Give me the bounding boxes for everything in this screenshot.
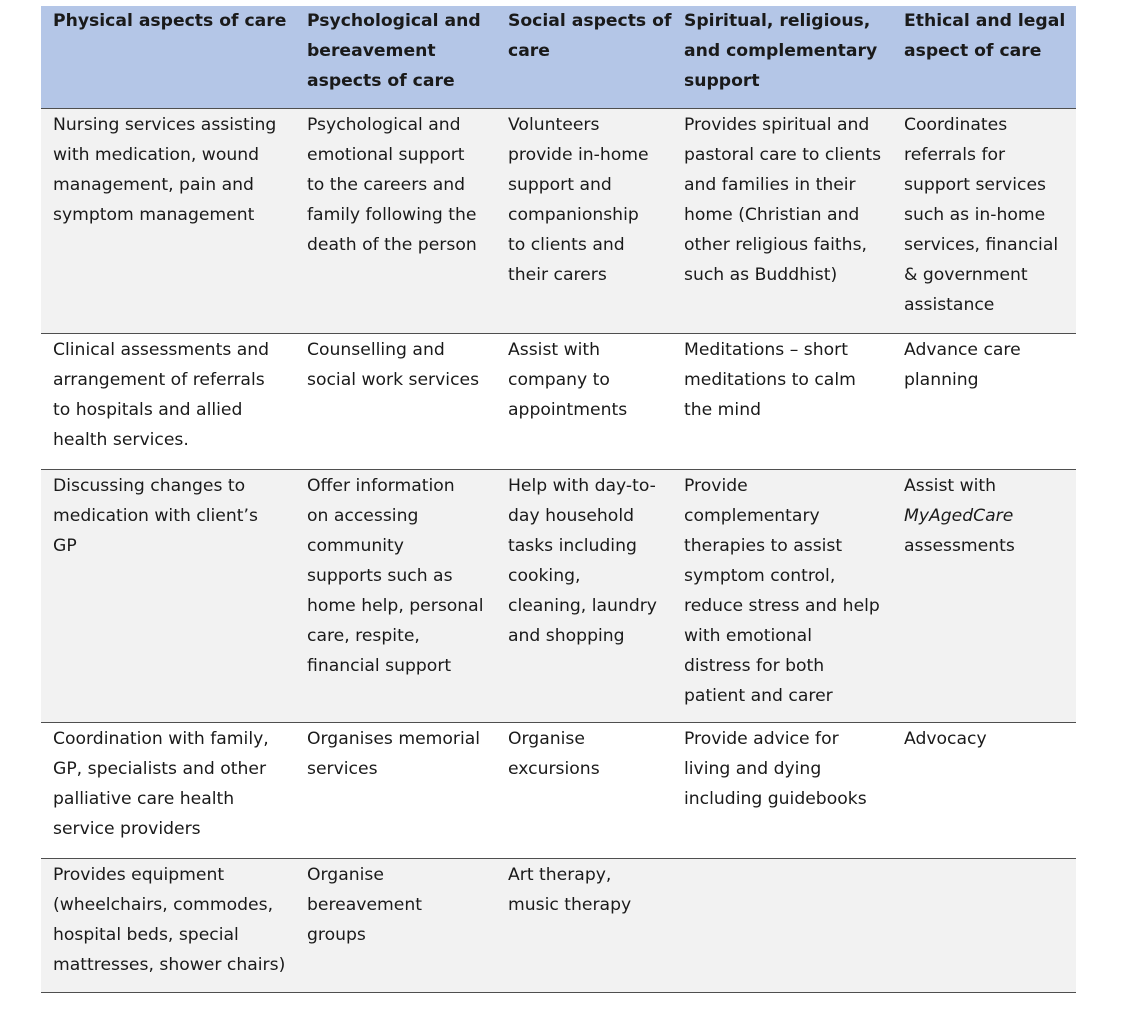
- cell-text-line: Art therapy,: [508, 865, 612, 885]
- table-header: [41, 6, 1076, 109]
- table-row: [41, 109, 1076, 334]
- cell-text-line: service providers: [53, 819, 201, 839]
- table-cell-ethical-legal: [892, 859, 1076, 993]
- table-cell-spiritual: [672, 334, 892, 470]
- cell-text-line: Advance care: [904, 340, 1021, 360]
- cell-text-line: Coordination with family,: [53, 729, 269, 749]
- cell-text-line: palliative care health: [53, 789, 235, 809]
- table-cell-psychological: [295, 859, 496, 993]
- cell-text-line: with medication, wound: [53, 145, 260, 165]
- cell-text-line: (wheelchairs, commodes,: [53, 895, 274, 915]
- cell-text-line: hospital beds, special: [53, 925, 239, 945]
- cell-text-line: and families in their: [684, 175, 856, 195]
- cell-text-line: such as Buddhist): [684, 265, 838, 285]
- cell-text-line: groups: [307, 925, 366, 945]
- header-physical-aspects: [41, 6, 295, 109]
- cell-text-line: to hospitals and allied: [53, 400, 243, 420]
- cell-text-line: Psychological and: [307, 115, 461, 135]
- table-cell-physical: [41, 470, 295, 723]
- cell-text-line: day household: [508, 506, 635, 526]
- cell-text-line: services: [307, 759, 378, 779]
- cell-text-line: complementary: [684, 506, 820, 526]
- cell-text-line: home help, personal: [307, 596, 484, 616]
- table-row: [41, 723, 1076, 859]
- cell-text-line: care, respite,: [307, 626, 420, 646]
- cell-text-line: Assist with: [904, 476, 997, 496]
- header-line: Social aspects of: [508, 11, 672, 31]
- table-cell-physical: [41, 334, 295, 470]
- table-cell-spiritual: [672, 723, 892, 859]
- table-cell-social: [496, 859, 672, 993]
- cell-text-line: supports such as: [307, 566, 453, 586]
- table-cell-physical: [41, 109, 295, 334]
- cell-text-line: with emotional: [684, 626, 812, 646]
- table-cell-spiritual: [672, 470, 892, 723]
- table-cell-social: [496, 334, 672, 470]
- cell-text-line: referrals for: [904, 145, 1006, 165]
- cell-text-line: reduce stress and help: [684, 596, 880, 616]
- cell-text-line: to clients and: [508, 235, 625, 255]
- cell-text-line: Help with day-to-: [508, 476, 656, 496]
- cell-text-line: tasks including: [508, 536, 637, 556]
- cell-text-line: cleaning, laundry: [508, 596, 657, 616]
- table-cell-psychological: [295, 109, 496, 334]
- cell-text-line: and shopping: [508, 626, 625, 646]
- header-psychological-aspects: [295, 6, 496, 109]
- cell-text-line: management, pain and: [53, 175, 254, 195]
- cell-text-line: assistance: [904, 295, 995, 315]
- table-cell-ethical-legal: [892, 723, 1076, 859]
- table-cell-physical: [41, 723, 295, 859]
- cell-text-line: distress for both: [684, 656, 825, 676]
- table-cell-ethical-legal: [892, 109, 1076, 334]
- cell-text-line: symptom control,: [684, 566, 836, 586]
- table-cell-spiritual: [672, 109, 892, 334]
- cell-text-line: Advocacy: [904, 729, 987, 749]
- cell-text-line: meditations to calm: [684, 370, 856, 390]
- cell-text-line: therapies to assist: [684, 536, 843, 556]
- cell-text-line: arrangement of referrals: [53, 370, 265, 390]
- table-cell-spiritual: [672, 859, 892, 993]
- cell-text-line: companionship: [508, 205, 639, 225]
- header-line: aspect of care: [904, 41, 1042, 61]
- cell-text-line: family following the: [307, 205, 477, 225]
- cell-text-line: bereavement: [307, 895, 422, 915]
- cell-text-line: Provides spiritual and: [684, 115, 870, 135]
- table-cell-ethical-legal: [892, 334, 1076, 470]
- header-row: [41, 6, 1076, 109]
- cell-text-line: MyAgedCare: [904, 506, 1014, 526]
- cell-text-line: assessments: [904, 536, 1015, 556]
- cell-text-line: their carers: [508, 265, 607, 285]
- cell-text-line: Clinical assessments and: [53, 340, 270, 360]
- table-cell-psychological: [295, 470, 496, 723]
- cell-text-line: emotional support: [307, 145, 465, 165]
- table-cell-physical: [41, 859, 295, 993]
- cell-text-line: appointments: [508, 400, 628, 420]
- table-cell-social: [496, 723, 672, 859]
- header-line: and complementary: [684, 41, 878, 61]
- table-row: [41, 470, 1076, 723]
- cell-text-line: the mind: [684, 400, 761, 420]
- cell-text-line: Provides equipment: [53, 865, 225, 885]
- cell-text-line: support and: [508, 175, 612, 195]
- cell-text-line: GP: [53, 536, 77, 556]
- cell-text-line: Organises memorial: [307, 729, 481, 749]
- header-spiritual-support: [672, 6, 892, 109]
- cell-text-line: Provide: [684, 476, 748, 496]
- header-line: Physical aspects of care: [53, 11, 287, 31]
- cell-text-line: patient and carer: [684, 686, 833, 706]
- table-cell-ethical-legal: [892, 470, 1076, 723]
- cell-text-line: Coordinates: [904, 115, 1008, 135]
- cell-text-line: & government: [904, 265, 1028, 285]
- cell-text-line: on accessing: [307, 506, 419, 526]
- table-row: [41, 859, 1076, 993]
- header-ethical-legal: [892, 6, 1076, 109]
- palliative-care-services-table: [41, 6, 1076, 993]
- cell-text-line: Nursing services assisting: [53, 115, 277, 135]
- header-line: Ethical and legal: [904, 11, 1066, 31]
- cell-text-line: pastoral care to clients: [684, 145, 882, 165]
- cell-text-line: Counselling and: [307, 340, 445, 360]
- cell-text-line: mattresses, shower chairs): [53, 955, 286, 975]
- cell-text-line: symptom management: [53, 205, 255, 225]
- cell-text-line: provide in-home: [508, 145, 649, 165]
- cell-text-line: home (Christian and: [684, 205, 860, 225]
- table-cell-social: [496, 109, 672, 334]
- table-body: [41, 109, 1076, 993]
- cell-text-line: Discussing changes to: [53, 476, 246, 496]
- cell-text-line: Assist with: [508, 340, 601, 360]
- cell-text-line: GP, specialists and other: [53, 759, 267, 779]
- table-cell-psychological: [295, 334, 496, 470]
- header-line: bereavement: [307, 41, 436, 61]
- cell-text-line: cooking,: [508, 566, 581, 586]
- cell-text-line: social work services: [307, 370, 480, 390]
- cell-text-line: medication with client’s: [53, 506, 258, 526]
- header-line: aspects of care: [307, 71, 455, 91]
- table-cell-social: [496, 470, 672, 723]
- cell-text-line: health services.: [53, 430, 189, 450]
- cell-text-line: support services: [904, 175, 1046, 195]
- cell-text-line: community: [307, 536, 404, 556]
- cell-text-line: Organise: [307, 865, 384, 885]
- cell-text-line: living and dying: [684, 759, 822, 779]
- cell-text-line: death of the person: [307, 235, 477, 255]
- cell-text-line: to the careers and: [307, 175, 466, 195]
- header-social-aspects: [496, 6, 672, 109]
- cell-text-line: planning: [904, 370, 979, 390]
- header-line: support: [684, 71, 760, 91]
- table-row: [41, 334, 1076, 470]
- cell-text-line: Organise: [508, 729, 585, 749]
- header-line: Spiritual, religious,: [684, 11, 871, 31]
- cell-text-line: Provide advice for: [684, 729, 839, 749]
- header-line: Psychological and: [307, 11, 481, 31]
- cell-text-line: music therapy: [508, 895, 632, 915]
- cell-text-line: such as in-home: [904, 205, 1046, 225]
- cell-text-line: Meditations – short: [684, 340, 848, 360]
- cell-text-line: including guidebooks: [684, 789, 867, 809]
- table-cell-psychological: [295, 723, 496, 859]
- cell-text-line: Volunteers: [508, 115, 600, 135]
- cell-text-line: other religious faiths,: [684, 235, 867, 255]
- cell-text-line: company to: [508, 370, 610, 390]
- cell-text-line: services, financial: [904, 235, 1059, 255]
- cell-text-line: Offer information: [307, 476, 455, 496]
- cell-text-line: financial support: [307, 656, 452, 676]
- cell-text-line: excursions: [508, 759, 600, 779]
- header-line: care: [508, 41, 550, 61]
